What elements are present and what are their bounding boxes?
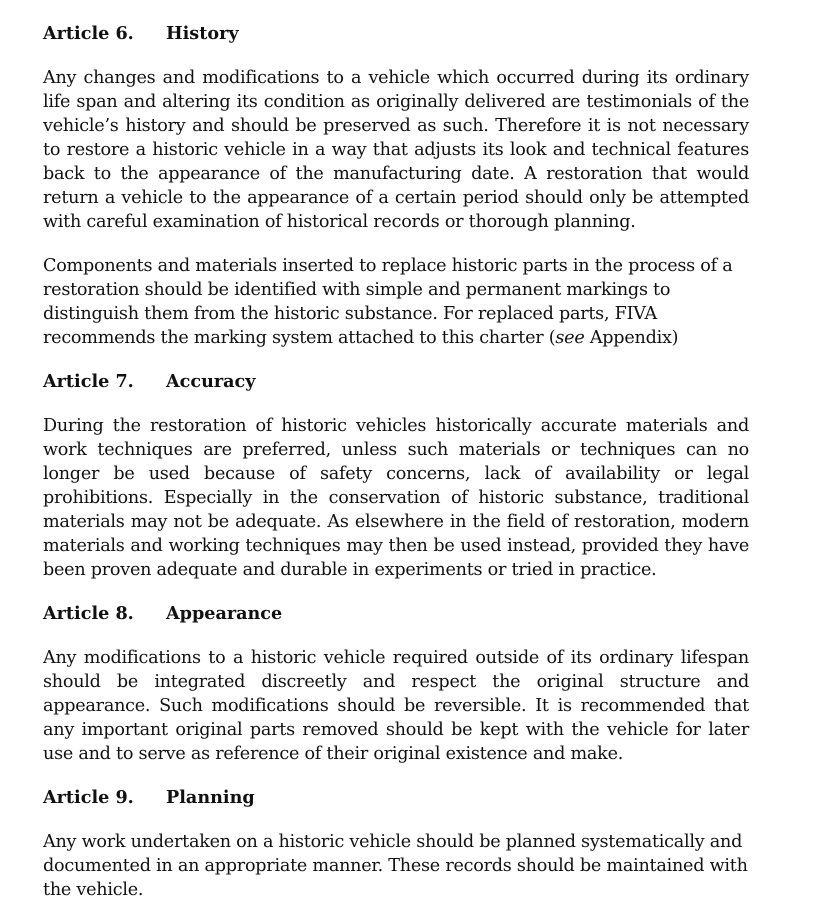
- article-paragraph: [43, 254, 749, 350]
- article-title: Planning: [166, 787, 255, 808]
- article-9: [43, 786, 749, 902]
- article-title: Accuracy: [166, 371, 256, 392]
- article-title: History: [166, 23, 239, 44]
- article-number: Article 7.: [43, 371, 134, 392]
- article-6: [43, 22, 749, 350]
- paragraph-text: Appendix): [584, 328, 679, 348]
- article-paragraph: During the restoration of historic vehicles historically accurate materials and work techniques are preferred, unless such materials or techniques can no longer be used because of safety concerns, lack of availability or legal prohibitions. Especially in the conservation of historic substance, traditional materials may not be adequate. As elsewhere in the field of restoration, modern materials and working techniques may then be used instead, provided they have been proven adequate and durable in experiments or tried in practice.: [43, 416, 749, 580]
- article-heading: [43, 786, 749, 810]
- document-page: [43, 22, 749, 922]
- article-paragraph: Any modifications to a historic vehicle required outside of its ordinary lifespan should be integrated discreetly and respect the original structure and appearance. Such modifications should be reversible. It is recommended that any important original parts removed should be kept with the vehicle for later use and to serve as reference of their original existence and make.: [43, 648, 749, 764]
- article-title: Appearance: [166, 603, 283, 624]
- article-number: Article 8.: [43, 603, 134, 624]
- article-paragraph: Any changes and modifications to a vehicle which occurred during its ordinary life span and altering its condition as originally delivered are testimonials of the vehicle’s history and should be preserved as such. Therefore it is not necessary to restore a historic vehicle in a way that adjusts its look and technical features back to the appearance of the manufacturing date. A restoration that would return a vehicle to the appearance of a certain period should only be attempted with careful examination of historical records or thorough planning.: [43, 68, 749, 232]
- article-paragraph: Any work undertaken on a historic vehicle should be planned systematically and documented in an appropriate manner. These records should be maintained with the vehicle.: [43, 832, 748, 900]
- article-number: Article 9.: [43, 787, 134, 808]
- article-heading: [43, 370, 749, 394]
- article-heading: [43, 602, 749, 626]
- article-number: Article 6.: [43, 23, 134, 44]
- paragraph-italic-text: see: [555, 328, 585, 348]
- article-7: [43, 370, 749, 582]
- article-heading: [43, 22, 749, 46]
- article-8: [43, 602, 749, 766]
- paragraph-text: Components and materials inserted to replace historic parts in the process of a restoration should be identified with simple and permanent markings to distinguish them from the historic substance. For replaced parts, FIVA recommends the marking system attached to this charter (: [43, 256, 733, 348]
